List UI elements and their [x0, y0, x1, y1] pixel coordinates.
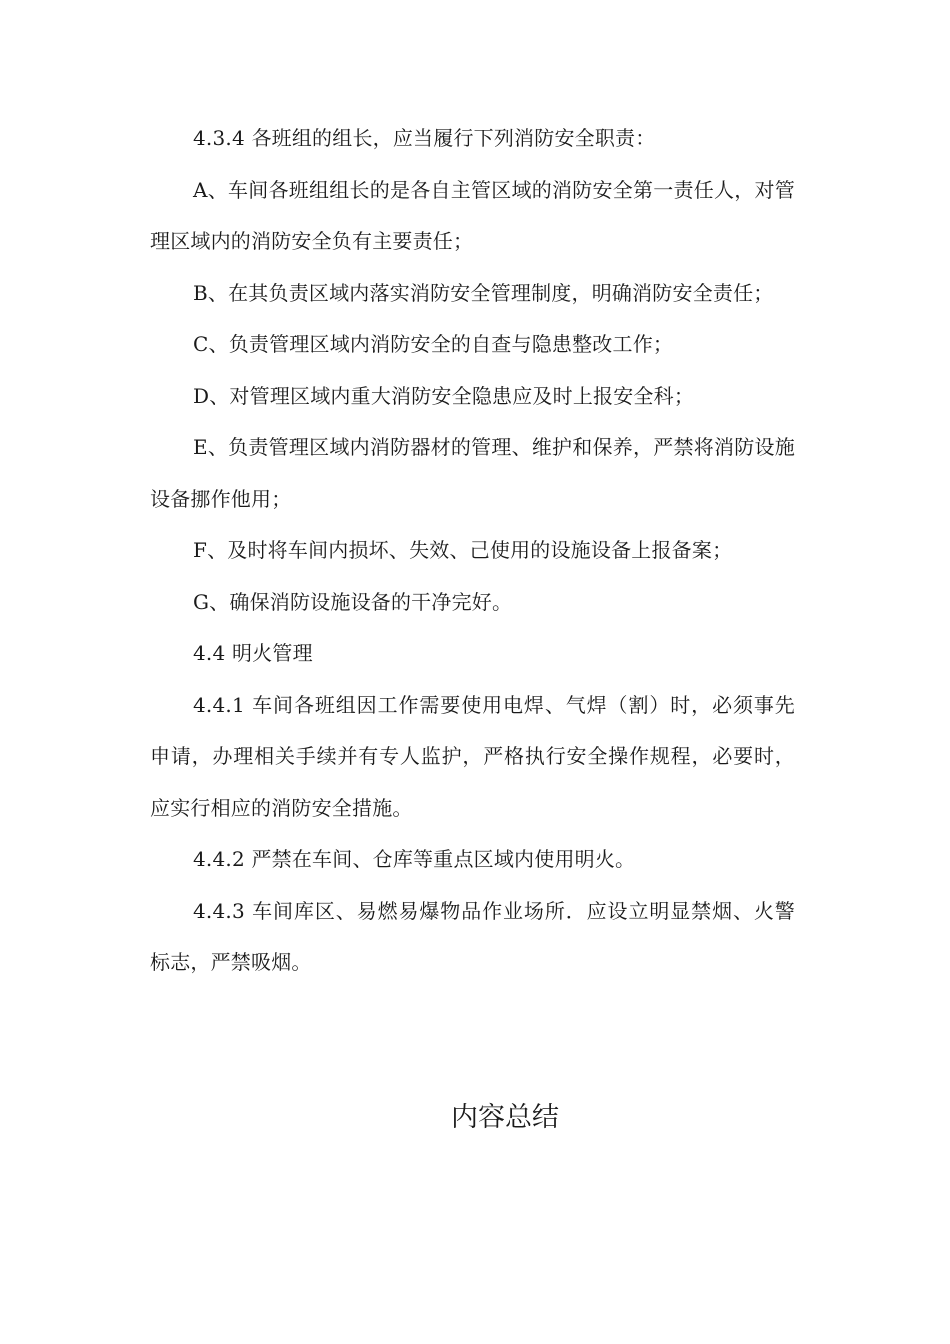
- paragraph-4-4-2: 4.4.2 严禁在车间、仓库等重点区域内使用明火。: [193, 847, 636, 871]
- paragraph-item-d: D、对管理区域内重大消防安全隐患应及时上报安全科；: [193, 383, 695, 408]
- paragraph-item-c: C、负责管理区域内消防安全的自查与隐患整改工作；: [193, 332, 674, 356]
- document-body: [150, 113, 795, 989]
- section-heading-4-4: 4.4 明火管理: [193, 641, 313, 665]
- paragraph-4-3-4: 4.3.4 各班组的组长，应当履行下列消防安全职责：: [193, 126, 656, 150]
- paragraph-item-g: G、确保消防设施设备的干净完好。: [193, 589, 513, 614]
- paragraph-item-b: B、在其负责区域内落实消防安全管理制度，明确消防安全责任；: [193, 280, 774, 305]
- paragraph-4-4-1: 4.4.1 车间各班组因工作需要使用电焊、气焊（割）时，必须事先申请，办理相关手续并有专人监护，严格执行安全操作规程，必要时，应实行相应的消防安全措施。: [150, 692, 795, 820]
- paragraph-item-a: A、车间各班组组长的是各自主管区域的消防安全第一责任人，对管理区域内的消防安全负有主要责任；: [150, 177, 795, 253]
- paragraph-item-f: F、及时将车间内损坏、失效、己使用的设施设备上报备案；: [193, 538, 733, 562]
- paragraph-4-4-3: 4.4.3 车间库区、易燃易爆物品作业场所．应设立明显禁烟、火警标志，严禁吸烟。: [150, 898, 795, 974]
- summary-heading: 内容总结: [451, 1102, 559, 1133]
- paragraph-item-e: E、负责管理区域内消防器材的管理、维护和保养，严禁将消防设施设备挪作他用；: [150, 435, 795, 511]
